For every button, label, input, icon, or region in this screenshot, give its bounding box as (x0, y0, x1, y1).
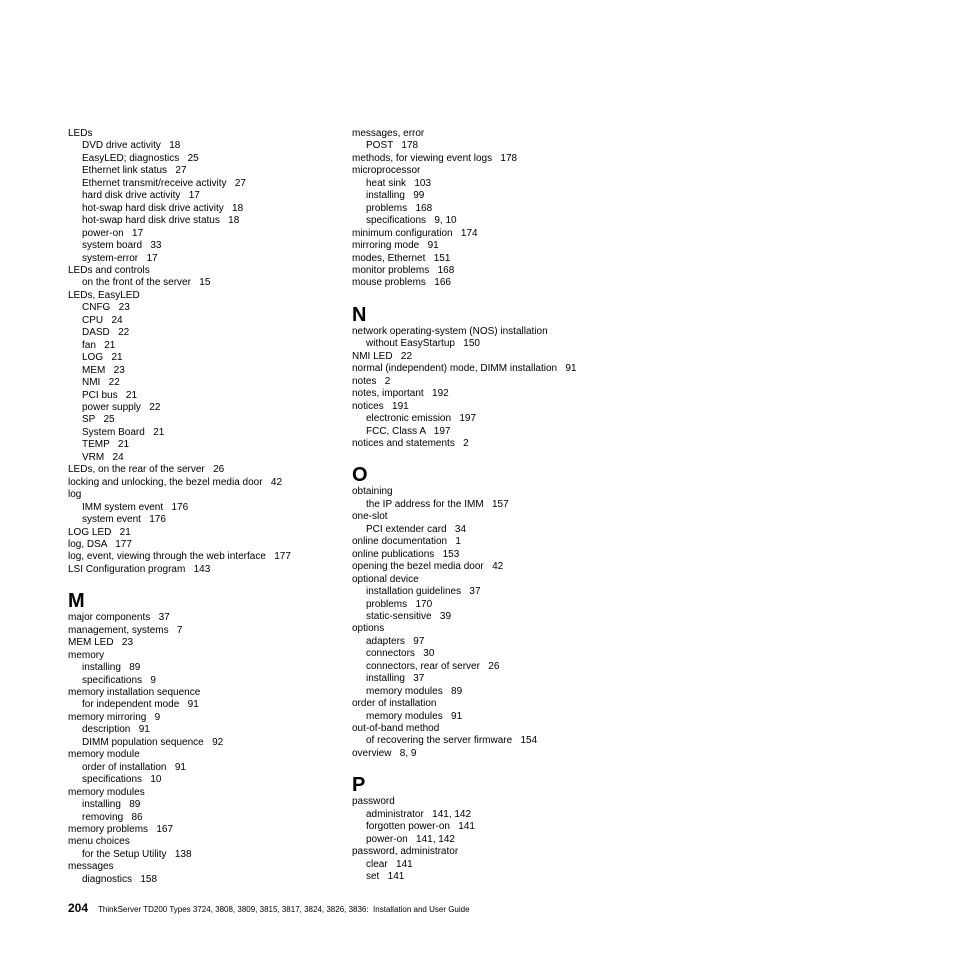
index-entry: one-slot (352, 511, 388, 523)
index-subentry: connectors 30 (366, 648, 435, 660)
index-entry: normal (independent) mode, DIMM installation 91 (352, 363, 577, 375)
index-column-left (68, 128, 328, 886)
index-entry: modes, Ethernet 151 (352, 252, 451, 264)
index-entry: password, administrator (352, 846, 459, 858)
index-subentry: system-error 17 (82, 252, 158, 264)
index-subentry: power-on 17 (82, 227, 144, 239)
index-subentry: set 141 (366, 871, 405, 883)
index-entry: online publications 153 (352, 548, 460, 560)
index-column-right (352, 128, 612, 884)
index-subentry: specifications 10 (82, 774, 162, 786)
index-section-heading: M (68, 590, 85, 613)
index-entry: NMI LED 22 (352, 350, 413, 362)
index-subentry: problems 168 (366, 202, 433, 214)
index-entry: major components 37 (68, 612, 170, 624)
index-subentry: static-sensitive 39 (366, 610, 452, 622)
index-entry: LEDs (68, 128, 93, 139)
index-subentry: clear 141 (366, 858, 413, 870)
index-entry: memory module (68, 749, 140, 761)
index-entry: LEDs and controls (68, 264, 150, 276)
index-subentry: installing 37 (366, 673, 425, 685)
index-subentry: installing 89 (82, 662, 141, 674)
index-subentry: problems 170 (366, 598, 433, 610)
index-entry: MEM LED 23 (68, 637, 134, 649)
index-entry: memory (68, 649, 105, 661)
index-entry: log (68, 489, 82, 501)
index-entry: monitor problems 168 (352, 264, 455, 276)
index-subentry: hard disk drive activity 17 (82, 190, 200, 202)
index-subentry: DIMM population sequence 92 (82, 736, 224, 748)
index-subentry: system event 176 (82, 514, 166, 526)
index-subentry: specifications 9, 10 (366, 215, 457, 227)
index-subentry: removing 86 (82, 811, 143, 823)
footer-title: ThinkServer TD200 Types 3724, 3808, 3809, 3815, 3817, 3824, 3826, 3836: Installation and User Guide (98, 905, 470, 914)
index-subentry: Ethernet transmit/receive activity 27 (82, 177, 246, 189)
index-subentry: IMM system event 176 (82, 501, 189, 513)
index-subentry: specifications 9 (82, 674, 156, 686)
index-subentry: heat sink 103 (366, 177, 432, 189)
page-number: 204 (68, 901, 89, 915)
index-subentry: diagnostics 158 (82, 873, 158, 885)
index-subentry: connectors, rear of server 26 (366, 660, 500, 672)
index-subentry: installation guidelines 37 (366, 586, 481, 598)
index-entry: LEDs, EasyLED (68, 289, 140, 301)
index-subentry: memory modules 89 (366, 685, 463, 697)
index-subentry: CNFG 23 (82, 302, 130, 314)
index-section-heading: O (352, 464, 368, 487)
index-entry: log, event, viewing through the web interface 177 (68, 551, 291, 563)
index-entry: locking and unlocking, the bezel media door 42 (68, 476, 283, 488)
index-subentry: hot-swap hard disk drive activity 18 (82, 202, 244, 214)
index-entry: mirroring mode 91 (352, 240, 439, 252)
index-entry: options (352, 623, 385, 635)
page-footer (68, 901, 470, 917)
index-entry: notes, important 192 (352, 388, 449, 400)
index-subentry: for the Setup Utility 138 (82, 848, 192, 860)
index-entry: minimum configuration 174 (352, 227, 478, 239)
index-entry: obtaining (352, 486, 393, 498)
index-entry: LOG LED 21 (68, 526, 131, 538)
index-subentry: description 91 (82, 724, 150, 736)
index-entry: password (352, 796, 395, 808)
index-subentry: POST 178 (366, 140, 419, 152)
index-section-heading: N (352, 303, 367, 326)
index-entry: online documentation 1 (352, 536, 461, 548)
index-subentry: installing 99 (366, 190, 425, 202)
index-subentry: NMI 22 (82, 377, 120, 389)
index-subentry: order of installation 91 (82, 761, 186, 773)
index-entry: memory installation sequence (68, 687, 201, 699)
index-section-heading: P (352, 774, 366, 797)
index-subentry: administrator 141, 142 (366, 808, 472, 820)
index-subentry: EasyLED; diagnostics 25 (82, 152, 199, 164)
index-subentry: VRM 24 (82, 451, 124, 463)
index-entry: opening the bezel media door 42 (352, 561, 504, 573)
index-entry: overview 8, 9 (352, 747, 417, 759)
index-subentry: LOG 21 (82, 352, 123, 364)
index-subentry: on the front of the server 15 (82, 277, 211, 289)
index-entry: microprocessor (352, 165, 421, 177)
index-entry: memory problems 167 (68, 824, 174, 836)
index-subentry: for independent mode 91 (82, 699, 199, 711)
index-subentry: hot-swap hard disk drive status 18 (82, 215, 240, 227)
index-entry: LEDs, on the rear of the server 26 (68, 464, 225, 476)
index-entry: notices and statements 2 (352, 437, 469, 449)
index-subentry: TEMP 21 (82, 439, 130, 451)
index-subentry: system board 33 (82, 240, 162, 252)
index-entry: notices 191 (352, 400, 409, 412)
index-subentry: fan 21 (82, 339, 116, 351)
index-entry: menu choices (68, 836, 130, 848)
index-subentry: power supply 22 (82, 401, 161, 413)
index-subentry: CPU 24 (82, 314, 123, 326)
index-subentry: System Board 21 (82, 426, 165, 438)
index-subentry: DVD drive activity 18 (82, 140, 181, 152)
index-subentry: forgotten power-on 141 (366, 821, 475, 833)
index-subentry: PCI extender card 34 (366, 523, 467, 535)
index-subentry: adapters 97 (366, 635, 425, 647)
index-subentry: Ethernet link status 27 (82, 165, 187, 177)
index-subentry: SP 25 (82, 414, 115, 426)
index-subentry: power-on 141, 142 (366, 833, 455, 845)
index-subentry: the IP address for the IMM 157 (366, 498, 509, 510)
index-entry: network operating-system (NOS) installation (352, 325, 548, 337)
index-subentry: FCC, Class A 197 (366, 425, 451, 437)
index-entry: messages, error (352, 128, 425, 139)
index-entry: out-of-band method (352, 723, 440, 735)
index-subentry: memory modules 91 (366, 710, 463, 722)
index-entry: order of installation (352, 698, 437, 710)
index-entry: methods, for viewing event logs 178 (352, 152, 518, 164)
index-entry: management, systems 7 (68, 624, 183, 636)
index-subentry: DASD 22 (82, 327, 130, 339)
index-subentry: electronic emission 197 (366, 413, 477, 425)
index-subentry: PCI bus 21 (82, 389, 138, 401)
index-subentry: MEM 23 (82, 364, 125, 376)
index-entry: log, DSA 177 (68, 538, 132, 550)
index-entry: memory mirroring 9 (68, 711, 161, 723)
index-entry: mouse problems 166 (352, 277, 451, 289)
index-subentry: of recovering the server firmware 154 (366, 735, 538, 747)
index-subentry: without EasyStartup 150 (366, 338, 480, 350)
index-entry: notes 2 (352, 375, 391, 387)
index-entry: messages (68, 861, 114, 873)
index-entry: optional device (352, 573, 419, 585)
index-subentry: installing 89 (82, 799, 141, 811)
index-entry: memory modules (68, 786, 145, 798)
index-entry: LSI Configuration program 143 (68, 563, 211, 575)
